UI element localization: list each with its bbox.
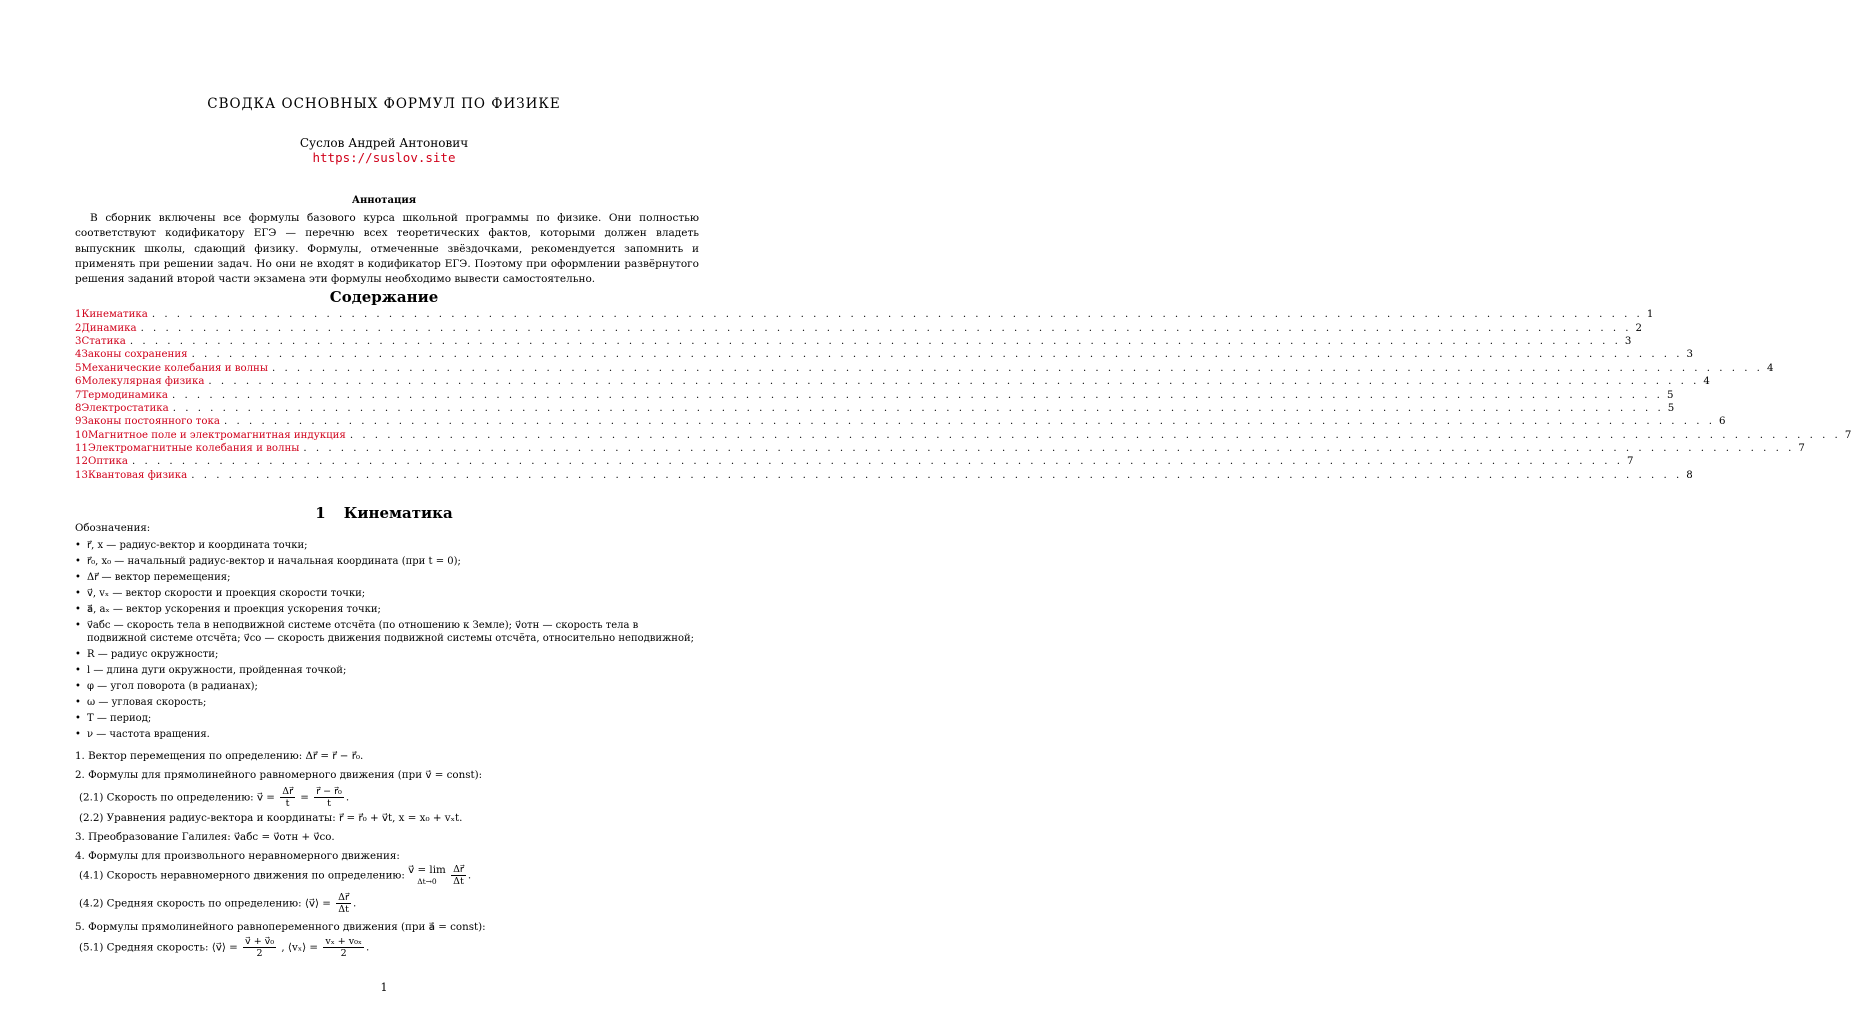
- formula-item-5-1: [79, 936, 369, 959]
- toc-entry[interactable]: [75, 388, 1674, 401]
- toc-entry[interactable]: [75, 321, 1643, 334]
- toc-entry-title[interactable]: Электростатика: [81, 402, 169, 414]
- notation-item: [75, 712, 699, 725]
- toc-dot-leader: . . . . . . . . . . . . . . . . . . . . . . . . . . . . . . . . . . . . . . . . . . . . . . . . . . . . . . . . . . . . . . . . . . . . . . . . . . . . . . . . . . . . . . . . . . . . . . . . . . . . . . . . . . . . . . . . . . . . . . . .: [271, 362, 1763, 374]
- toc-entry-title[interactable]: Кинематика: [81, 309, 148, 321]
- toc-entry-title[interactable]: Динамика: [81, 322, 137, 334]
- toc-entry-number: 11: [75, 443, 88, 455]
- toc-dot-leader: . . . . . . . . . . . . . . . . . . . . . . . . . . . . . . . . . . . . . . . . . . . . . . . . . . . . . . . . . . . . . . . . . . . . . . . . . . . . . . . . . . . . . . . . . . . . . . . . . . . . . . . . . . . . . . . . . . . . . . . .: [208, 376, 1700, 388]
- toc-entry-number: 5: [75, 362, 82, 374]
- bullet-icon: •: [75, 620, 81, 631]
- limit-subscript: Δt→0: [417, 876, 437, 886]
- toc-entry-title[interactable]: Электромагнитные колебания и волны: [87, 443, 300, 455]
- toc-entry-page: 1: [1646, 309, 1654, 321]
- toc-entry-page: 7: [1626, 456, 1634, 468]
- toc-entry[interactable]: [75, 455, 1634, 468]
- toc-entry-title[interactable]: Термодинамика: [81, 389, 168, 401]
- toc-entry-page: 7: [1844, 429, 1851, 441]
- notation-text: Δr⃗ — вектор перемещения;: [87, 572, 231, 583]
- toc-entry[interactable]: [75, 469, 1693, 482]
- toc-entry-title[interactable]: Законы сохранения: [81, 349, 188, 361]
- fraction: [323, 936, 364, 959]
- notation-list: [75, 539, 699, 744]
- formula-item-3: 3. Преобразование Галилея: v⃗абс = v⃗отн + v⃗со.: [75, 831, 335, 843]
- denominator: Δt: [338, 904, 349, 915]
- period: .: [345, 791, 350, 804]
- fraction: [243, 936, 276, 959]
- bullet-icon: •: [75, 540, 81, 551]
- toc-entry-page: 3: [1686, 349, 1694, 361]
- notation-item: [75, 539, 699, 552]
- formula-lhs: v⃗ =: [256, 791, 275, 804]
- toc-entry-title[interactable]: Молекулярная физика: [81, 376, 205, 388]
- toc-entry-page: 8: [1686, 469, 1693, 481]
- website-link[interactable]: https://suslov.site: [312, 150, 456, 165]
- toc-dot-leader: . . . . . . . . . . . . . . . . . . . . . . . . . . . . . . . . . . . . . . . . . . . . . . . . . . . . . . . . . . . . . . . . . . . . . . . . . . . . . . . . . . . . . . . . . . . . . . . . . . . . . . . . . . . . . . . . . . . . . . . .: [151, 309, 1643, 321]
- toc-dot-leader: . . . . . . . . . . . . . . . . . . . . . . . . . . . . . . . . . . . . . . . . . . . . . . . . . . . . . . . . . . . . . . . . . . . . . . . . . . . . . . . . . . . . . . . . . . . . . . . . . . . . . . . . . . . . . . . . . . . . . . . .: [303, 443, 1795, 455]
- toc-entry-title[interactable]: Оптика: [87, 456, 128, 468]
- toc-entry-number: 2: [75, 322, 82, 334]
- bullet-icon: •: [75, 649, 81, 660]
- section-number: 1: [315, 504, 326, 522]
- notation-text: r⃗₀, x₀ — начальный радиус-вектор и начальная координата (при t = 0);: [87, 556, 461, 567]
- author-name: Суслов Андрей Антонович: [299, 136, 469, 150]
- denominator: 2: [256, 948, 263, 959]
- toc-entry-number: 8: [75, 402, 82, 414]
- toc-dot-leader: . . . . . . . . . . . . . . . . . . . . . . . . . . . . . . . . . . . . . . . . . . . . . . . . . . . . . . . . . . . . . . . . . . . . . . . . . . . . . . . . . . . . . . . . . . . . . . . . . . . . . . . . . . . . . . . . . . . . . . . .: [224, 416, 1715, 428]
- table-of-contents: [75, 308, 1851, 482]
- notation-item: [75, 619, 699, 645]
- limit: [408, 865, 446, 887]
- limit-expr: v⃗ = lim: [408, 863, 446, 876]
- formula-item-2-2: (2.2) Уравнения радиус-вектора и координаты: r⃗ = r⃗₀ + v⃗t, x = x₀ + vₓt.: [79, 812, 463, 824]
- numerator: Δr⃗: [453, 864, 464, 875]
- fraction: [314, 786, 344, 809]
- notation-text: φ — угол поворота (в радианах);: [87, 681, 258, 692]
- bullet-icon: •: [75, 604, 81, 615]
- toc-dot-leader: . . . . . . . . . . . . . . . . . . . . . . . . . . . . . . . . . . . . . . . . . . . . . . . . . . . . . . . . . . . . . . . . . . . . . . . . . . . . . . . . . . . . . . . . . . . . . . . . . . . . . . . . . . . . . . . . . . . . . . . .: [191, 349, 1683, 361]
- toc-entry-page: 5: [1667, 402, 1675, 414]
- period: .: [352, 897, 357, 910]
- section-title: Кинематика: [343, 504, 453, 522]
- toc-entry-page: 6: [1718, 416, 1726, 428]
- formula-mid: , ⟨vₓ⟩ =: [281, 941, 319, 954]
- toc-entry-title[interactable]: Статика: [81, 335, 126, 347]
- denominator: Δt: [453, 876, 464, 887]
- toc-entry-title[interactable]: Квантовая физика: [87, 469, 188, 481]
- toc-entry[interactable]: [75, 429, 1851, 442]
- toc-entry[interactable]: [75, 442, 1805, 455]
- period: .: [467, 869, 472, 882]
- toc-entry-number: 9: [75, 416, 82, 428]
- numerator: vₓ + v₀ₓ: [325, 936, 362, 947]
- notation-item: [75, 587, 699, 600]
- toc-entry[interactable]: [75, 335, 1632, 348]
- bullet-icon: •: [75, 713, 81, 724]
- notation-text: r⃗, x — радиус-вектор и координата точки;: [87, 540, 308, 551]
- notation-item: [75, 664, 699, 677]
- toc-entry[interactable]: [75, 348, 1694, 361]
- formula-item-5: 5. Формулы прямолинейного равнопеременного движения (при a⃗ = const):: [75, 921, 486, 933]
- formula-lhs: ⟨v⃗⟩ =: [304, 897, 331, 910]
- bullet-icon: •: [75, 729, 81, 740]
- toc-entry[interactable]: [75, 362, 1774, 375]
- formula-label: (5.1) Средняя скорость:: [79, 941, 209, 954]
- toc-entry-number: 3: [75, 335, 82, 347]
- notation-text: ν — частота вращения.: [87, 729, 210, 740]
- toc-dot-leader: . . . . . . . . . . . . . . . . . . . . . . . . . . . . . . . . . . . . . . . . . . . . . . . . . . . . . . . . . . . . . . . . . . . . . . . . . . . . . . . . . . . . . . . . . . . . . . . . . . . . . . . . . . . . . . . . . . . . . . . .: [131, 456, 1623, 468]
- toc-entry-page: 5: [1666, 389, 1674, 401]
- notation-text: a⃗, aₓ — вектор ускорения и проекция ускорения точки;: [87, 604, 381, 615]
- notation-text: l — длина дуги окружности, пройденная точкой;: [87, 665, 347, 676]
- formula-item-4: 4. Формулы для произвольного неравномерного движения:: [75, 850, 400, 862]
- notation-item: [75, 728, 699, 741]
- denominator: t: [327, 798, 331, 809]
- toc-entry-number: 7: [75, 389, 82, 401]
- toc-dot-leader: . . . . . . . . . . . . . . . . . . . . . . . . . . . . . . . . . . . . . . . . . . . . . . . . . . . . . . . . . . . . . . . . . . . . . . . . . . . . . . . . . . . . . . . . . . . . . . . . . . . . . . . . . . . . . . . . . . . . . . . .: [171, 389, 1663, 401]
- notation-text: v⃗, vₓ — вектор скорости и проекция скорости точки;: [87, 588, 366, 599]
- toc-dot-leader: . . . . . . . . . . . . . . . . . . . . . . . . . . . . . . . . . . . . . . . . . . . . . . . . . . . . . . . . . . . . . . . . . . . . . . . . . . . . . . . . . . . . . . . . . . . . . . . . . . . . . . . . . . . . . . . . . . . . . . . .: [129, 335, 1621, 347]
- toc-entry-number: 1: [75, 309, 82, 321]
- toc-entry-title[interactable]: Механические колебания и волны: [81, 362, 268, 374]
- toc-entry[interactable]: [75, 308, 1654, 321]
- toc-entry-title[interactable]: Магнитное поле и электромагнитная индукция: [87, 429, 346, 441]
- page-number: 1: [380, 981, 388, 994]
- toc-entry-number: 6: [75, 376, 82, 388]
- toc-entry[interactable]: [75, 402, 1675, 415]
- notation-item: [75, 555, 699, 568]
- toc-entry-page: 4: [1703, 376, 1710, 388]
- toc-entry-number: 10: [75, 429, 88, 441]
- notation-text: v⃗абс — скорость тела в неподвижной системе отсчёта (по отношению к Земле); v⃗отн — скорость тела в подвижной системе отсчёта; v⃗со — скорость движения подвижной системы отсчёта, относительно неподвижной;: [87, 620, 695, 644]
- period: .: [365, 941, 370, 954]
- toc-dot-leader: . . . . . . . . . . . . . . . . . . . . . . . . . . . . . . . . . . . . . . . . . . . . . . . . . . . . . . . . . . . . . . . . . . . . . . . . . . . . . . . . . . . . . . . . . . . . . . . . . . . . . . . . . . . . . . . . . . . . . . . .: [349, 429, 1841, 441]
- bullet-icon: •: [75, 588, 81, 599]
- document-title: СВОДКА ОСНОВНЫХ ФОРМУЛ ПО ФИЗИКЕ: [207, 96, 561, 112]
- notation-item: [75, 696, 699, 709]
- notation-item: [75, 648, 699, 661]
- formula-item-1: 1. Вектор перемещения по определению: Δr⃗ = r⃗ − r⃗₀.: [75, 750, 364, 762]
- notation-text: T — период;: [87, 713, 152, 724]
- toc-heading: Содержание: [329, 288, 439, 306]
- formula-item-2: 2. Формулы для прямолинейного равномерного движения (при v⃗ = const):: [75, 769, 483, 781]
- formula-item-4-1: [79, 864, 471, 887]
- bullet-icon: •: [75, 572, 81, 583]
- fraction: [336, 892, 351, 915]
- toc-entry-page: 7: [1798, 443, 1805, 455]
- abstract-heading: Аннотация: [351, 195, 417, 206]
- numerator: Δr⃗: [282, 786, 293, 797]
- toc-entry-title[interactable]: Законы постоянного тока: [81, 416, 221, 428]
- toc-dot-leader: . . . . . . . . . . . . . . . . . . . . . . . . . . . . . . . . . . . . . . . . . . . . . . . . . . . . . . . . . . . . . . . . . . . . . . . . . . . . . . . . . . . . . . . . . . . . . . . . . . . . . . . . . . . . . . . . . . . . . . . .: [191, 469, 1683, 481]
- numerator: v⃗ + v⃗₀: [245, 936, 275, 947]
- equals-sign: =: [300, 791, 309, 804]
- fraction: [280, 786, 295, 809]
- notation-text: ω — угловая скорость;: [87, 697, 207, 708]
- toc-entry-number: 4: [75, 349, 82, 361]
- formula-item-2-1: [79, 786, 349, 809]
- fraction: [451, 864, 466, 887]
- formula-label: (2.1) Скорость по определению:: [79, 791, 254, 804]
- notation-item: [75, 680, 699, 693]
- notation-label: Обозначения:: [75, 523, 151, 534]
- bullet-icon: •: [75, 665, 81, 676]
- numerator: Δr⃗: [338, 892, 349, 903]
- numerator: r⃗ − r⃗₀: [316, 786, 342, 797]
- notation-text: R — радиус окружности;: [87, 649, 219, 660]
- toc-dot-leader: . . . . . . . . . . . . . . . . . . . . . . . . . . . . . . . . . . . . . . . . . . . . . . . . . . . . . . . . . . . . . . . . . . . . . . . . . . . . . . . . . . . . . . . . . . . . . . . . . . . . . . . . . . . . . . . . . . . . . . . .: [140, 322, 1632, 334]
- toc-entry-page: 2: [1635, 322, 1643, 334]
- toc-entry-number: 12: [75, 456, 88, 468]
- formula-lhs: ⟨v⃗⟩ =: [211, 941, 238, 954]
- bullet-icon: •: [75, 697, 81, 708]
- formula-item-4-2: [79, 892, 356, 915]
- toc-entry-page: 4: [1766, 362, 1774, 374]
- bullet-icon: •: [75, 681, 81, 692]
- denominator: 2: [340, 948, 347, 959]
- formula-label: (4.2) Средняя скорость по определению:: [79, 897, 302, 910]
- toc-entry[interactable]: [75, 415, 1726, 428]
- denominator: t: [285, 798, 290, 809]
- abstract-text: В сборник включены все формулы базового курса школьной программы по физике. Они полностью соответствуют кодификатору ЕГЭ — перечню всех теоретических фактов, которыми должен владеть выпускник школы, сдающий физику. Формулы, отмеченные звёздочками, рекомендуется запомнить и применять при решении задач. Но они не входят в кодификатор ЕГЭ. Поэтому при оформлении развёрнутого решения заданий второй части экзамена эти формулы необходимо вывести самостоятельно.: [75, 212, 699, 286]
- notation-item: [75, 571, 699, 584]
- toc-entry-number: 13: [75, 469, 88, 481]
- bullet-icon: •: [75, 556, 81, 567]
- toc-dot-leader: . . . . . . . . . . . . . . . . . . . . . . . . . . . . . . . . . . . . . . . . . . . . . . . . . . . . . . . . . . . . . . . . . . . . . . . . . . . . . . . . . . . . . . . . . . . . . . . . . . . . . . . . . . . . . . . . . . . . . . . .: [172, 402, 1664, 414]
- toc-entry[interactable]: [75, 375, 1710, 388]
- section-heading: [0, 504, 768, 522]
- notation-item: [75, 603, 699, 616]
- formula-label: (4.1) Скорость неравномерного движения по определению:: [79, 869, 405, 882]
- toc-entry-page: 3: [1624, 335, 1632, 347]
